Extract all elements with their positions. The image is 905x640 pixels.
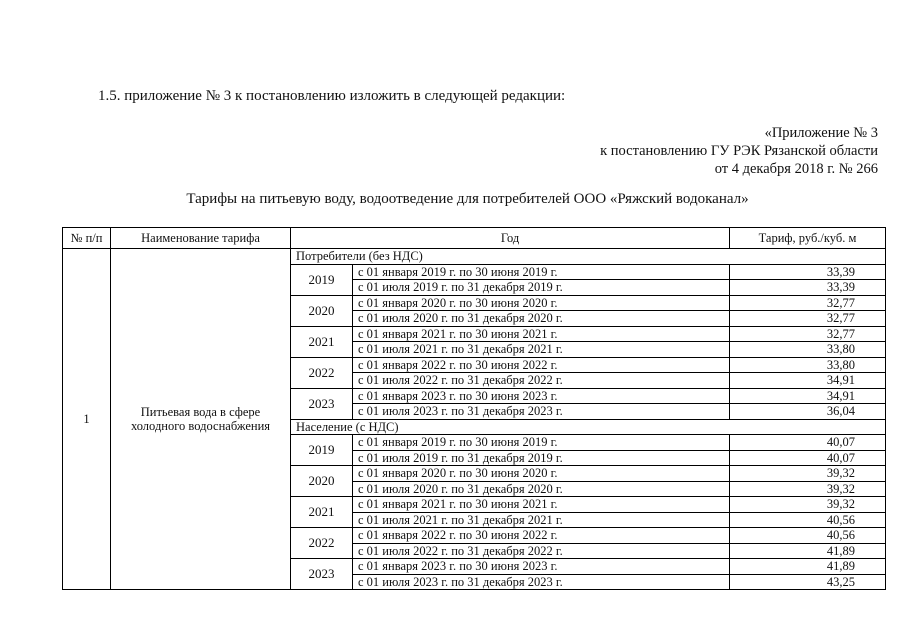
header-num: № п/п (63, 228, 111, 249)
tariff-value-cell: 40,07 (730, 450, 886, 466)
tariff-value-cell: 33,80 (730, 357, 886, 373)
header-tariff-value: Тариф, руб./куб. м (730, 228, 886, 249)
year-cell: 2021 (291, 497, 353, 528)
header-year: Год (291, 228, 730, 249)
period-cell: с 01 июля 2020 г. по 31 декабря 2020 г. (353, 481, 730, 497)
period-cell: с 01 января 2019 г. по 30 июня 2019 г. (353, 435, 730, 451)
tariff-name-cell: Питьевая вода в сфере холодного водоснабжения (111, 249, 291, 590)
consumer-group-label: Потребители (без НДС) (291, 249, 886, 265)
year-cell: 2020 (291, 295, 353, 326)
tariff-table (62, 227, 886, 590)
year-cell: 2022 (291, 528, 353, 559)
period-cell: с 01 января 2022 г. по 30 июня 2022 г. (353, 528, 730, 544)
period-cell: с 01 января 2020 г. по 30 июня 2020 г. (353, 466, 730, 482)
table-header-row (63, 228, 886, 249)
year-cell: 2022 (291, 357, 353, 388)
row-number-cell: 1 (63, 249, 111, 590)
period-cell: с 01 января 2019 г. по 30 июня 2019 г. (353, 264, 730, 280)
year-cell: 2020 (291, 466, 353, 497)
period-cell: с 01 июля 2021 г. по 31 декабря 2021 г. (353, 512, 730, 528)
period-cell: с 01 июля 2023 г. по 31 декабря 2023 г. (353, 404, 730, 420)
consumer-group-label: Население (с НДС) (291, 419, 886, 435)
tariff-value-cell: 33,39 (730, 280, 886, 296)
tariff-value-cell: 33,39 (730, 264, 886, 280)
tariff-value-cell: 39,32 (730, 481, 886, 497)
amendment-paragraph: 1.5. приложение № 3 к постановлению изложить в следующей редакции: (98, 88, 566, 104)
tariff-value-cell: 36,04 (730, 404, 886, 420)
tariff-value-cell: 41,89 (730, 543, 886, 559)
period-cell: с 01 января 2023 г. по 30 июня 2023 г. (353, 559, 730, 575)
table-body (63, 249, 886, 590)
year-cell: 2019 (291, 264, 353, 295)
year-cell: 2019 (291, 435, 353, 466)
tariff-value-cell: 34,91 (730, 388, 886, 404)
tariff-value-cell: 40,56 (730, 528, 886, 544)
period-cell: с 01 января 2020 г. по 30 июня 2020 г. (353, 295, 730, 311)
period-cell: с 01 января 2021 г. по 30 июня 2021 г. (353, 326, 730, 342)
period-cell: с 01 июля 2020 г. по 31 декабря 2020 г. (353, 311, 730, 327)
tariff-value-cell: 40,56 (730, 512, 886, 528)
tariff-value-cell: 34,91 (730, 373, 886, 389)
document-title: Тарифы на питьевую воду, водоотведение для потребителей ООО «Ряжский водоканал» (186, 191, 749, 207)
tariff-value-cell: 40,07 (730, 435, 886, 451)
tariff-value-cell: 41,89 (730, 559, 886, 575)
period-cell: с 01 января 2023 г. по 30 июня 2023 г. (353, 388, 730, 404)
period-cell: с 01 июля 2023 г. по 31 декабря 2023 г. (353, 574, 730, 590)
period-cell: с 01 июля 2022 г. по 31 декабря 2022 г. (353, 373, 730, 389)
appendix-header (600, 124, 878, 178)
year-cell: 2021 (291, 326, 353, 357)
tariff-value-cell: 32,77 (730, 295, 886, 311)
header-tariff-name: Наименование тарифа (111, 228, 291, 249)
appendix-line-1: «Приложение № 3 (764, 125, 878, 141)
period-cell: с 01 июля 2021 г. по 31 декабря 2021 г. (353, 342, 730, 358)
year-cell: 2023 (291, 388, 353, 419)
group-row (63, 249, 886, 265)
period-cell: с 01 января 2021 г. по 30 июня 2021 г. (353, 497, 730, 513)
period-cell: с 01 июля 2019 г. по 31 декабря 2019 г. (353, 280, 730, 296)
period-cell: с 01 января 2022 г. по 30 июня 2022 г. (353, 357, 730, 373)
year-cell: 2023 (291, 559, 353, 590)
period-cell: с 01 июля 2022 г. по 31 декабря 2022 г. (353, 543, 730, 559)
tariff-value-cell: 39,32 (730, 466, 886, 482)
tariff-value-cell: 39,32 (730, 497, 886, 513)
appendix-line-3: от 4 декабря 2018 г. № 266 (714, 161, 878, 177)
period-cell: с 01 июля 2019 г. по 31 декабря 2019 г. (353, 450, 730, 466)
tariff-value-cell: 32,77 (730, 326, 886, 342)
appendix-line-2: к постановлению ГУ РЭК Рязанской области (600, 143, 878, 159)
tariff-value-cell: 32,77 (730, 311, 886, 327)
tariff-value-cell: 33,80 (730, 342, 886, 358)
tariff-value-cell: 43,25 (730, 574, 886, 590)
